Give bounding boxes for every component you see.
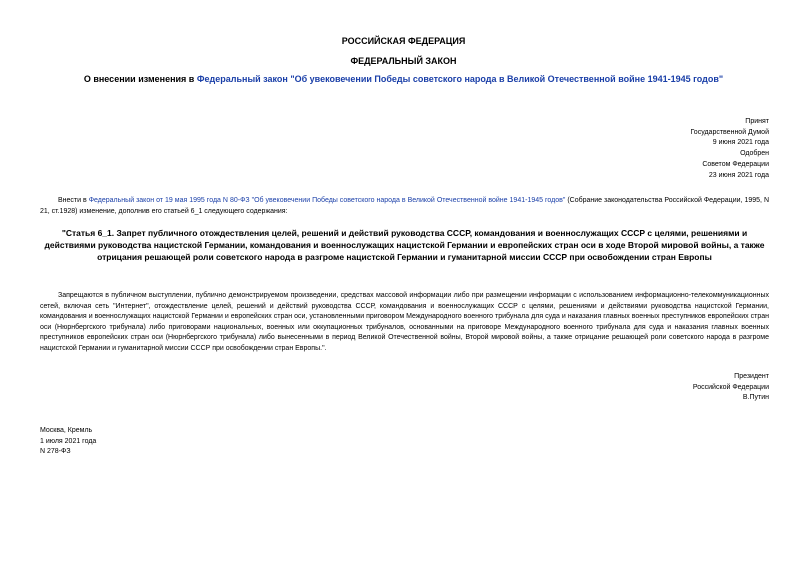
doc-type-heading: ФЕДЕРАЛЬНЫЙ ЗАКОН: [350, 56, 457, 66]
signature-name: В.Путин: [742, 394, 769, 402]
place-date-block: [40, 426, 96, 458]
law-number: N 278-ФЗ: [40, 448, 71, 456]
adopted-by: Государственной Думой: [690, 128, 769, 136]
law-title: [20, 74, 787, 84]
intro-prefix: Внести в: [58, 197, 89, 204]
approved-date: 23 июня 2021 года: [708, 171, 769, 179]
signature-country: Российской Федерации: [692, 383, 769, 391]
country-heading: РОССИЙСКАЯ ФЕДЕРАЦИЯ: [341, 36, 466, 46]
signing-date: 1 июля 2021 года: [40, 437, 97, 445]
article-title: "Статья 6_1. Запрет публичного отождествления целей, решений и действий руководства СССР, командования и военнослужащих СССР с целями, решениями и действиями руководства нацистской Германии, командования и военнослужащих нацистской Германии и европейских стран оси в ходе Второй мировой войны, а также отрицания решающей роли советского народа в разгроме нацистской Германии и гуманитарной миссии СССР при освобождении стран Европы: [44, 228, 765, 262]
signature-title: Президент: [734, 373, 769, 380]
place: Москва, Кремль: [40, 427, 93, 434]
intro-law-link[interactable]: Федеральный закон от 19 мая 1995 года N 80-ФЗ "Об увековечении Победы советского народа в Великой Отечественной войне 1941-1945 годов": [88, 197, 566, 204]
article-body: Запрещаются в публичном выступлении, публично демонстрируемом произведении, средствах массовой информации либо при размещении информации с использованием информационно-телекоммуникационных сетей, включая сеть "Интернет", отождествление целей, решений и действий руководства СССР, командования и военнослужащих СССР с целями, решениями и действиями руководства нацистской Германии, командования и военнослужащих нацистской Германии и европейских стран оси, установленными приговором Международного военного трибунала для суда и наказания главных военных преступников европейских стран оси (Нюрнбергского трибунала) либо приговорами национальных, военных или оккупационных трибуналов, основанными на приговоре Международного военного трибунала для суда и наказания главных военных преступников европейских стран оси (Нюрнбергского трибунала) либо вынесенными в период Великой Отечественной войны, Второй мировой войны, а также отрицание решающей роли советского народа в разгроме нацистской Германии и гуманитарной миссии СССР при освобождении стран Европы.".: [40, 292, 769, 352]
signature-block: [693, 372, 769, 404]
approved-label: Одобрен: [740, 150, 769, 158]
adopted-date: 9 июня 2021 года: [712, 139, 769, 147]
intro-paragraph: [40, 196, 769, 217]
adopted-label: Принят: [745, 118, 769, 125]
approved-by: Советом Федерации: [702, 160, 769, 168]
adoption-block: [690, 117, 769, 181]
law-title-link[interactable]: Федеральный закон "Об увековечении Победы советского народа в Великой Отечественной войне 1941-1945 годов": [196, 74, 724, 84]
intro-suffix: (Собрание законодательства Российской Федерации, 1995, N 21, ст.1928) изменение, дополнив его статьей 6_1 следующего содержания:: [40, 197, 769, 215]
law-title-prefix: О внесении изменения в: [83, 74, 197, 84]
